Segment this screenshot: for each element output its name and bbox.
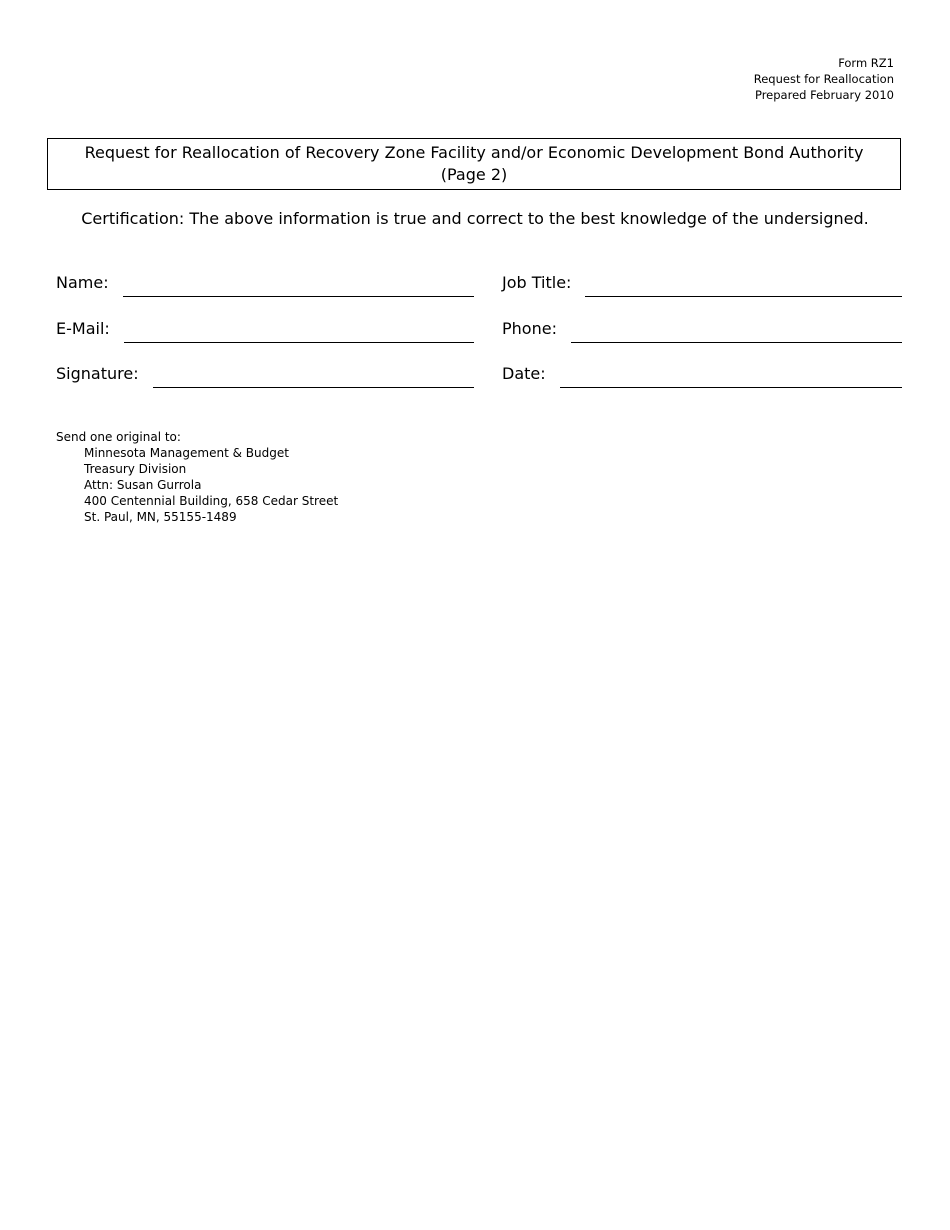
- email-label: E-Mail:: [56, 319, 110, 338]
- form-number: Form RZ1: [838, 56, 894, 70]
- job-title-input[interactable]: [585, 276, 902, 297]
- name-input[interactable]: [123, 276, 474, 297]
- prepared-date: Prepared February 2010: [754, 88, 894, 102]
- phone-input[interactable]: [571, 322, 902, 343]
- phone-field: [502, 319, 902, 338]
- address-line: 400 Centennial Building, 658 Cedar Street: [84, 494, 339, 508]
- date-input[interactable]: [560, 367, 902, 388]
- signature-label: Signature:: [56, 364, 139, 383]
- job-title-label: Job Title:: [502, 273, 572, 292]
- phone-label: Phone:: [502, 319, 557, 338]
- form-identifier: [754, 55, 894, 103]
- address-line: St. Paul, MN, 55155-1489: [84, 510, 237, 524]
- signature-input[interactable]: [153, 367, 474, 388]
- email-input[interactable]: [124, 322, 474, 343]
- address-line: Treasury Division: [84, 462, 187, 476]
- page-indicator: (Page 2): [440, 165, 508, 184]
- date-label: Date:: [502, 364, 546, 383]
- signature-field: [56, 364, 474, 383]
- email-field: [56, 319, 474, 338]
- certification-statement: Certification: The above information is true and correct to the best knowledge of the undersigned.: [81, 209, 869, 228]
- form-subject: Request for Reallocation: [753, 72, 894, 86]
- form-title: Request for Reallocation of Recovery Zone Facility and/or Economic Development Bond Authority: [84, 143, 864, 162]
- form-title-box: [47, 138, 901, 190]
- name-label: Name:: [56, 273, 109, 292]
- job-title-field: [502, 273, 902, 292]
- date-field: [502, 364, 902, 383]
- mailing-instructions: [56, 429, 338, 525]
- name-field: [56, 273, 474, 292]
- mailing-intro: Send one original to:: [56, 430, 181, 444]
- address-line: Attn: Susan Gurrola: [84, 478, 202, 492]
- address-line: Minnesota Management & Budget: [84, 446, 289, 460]
